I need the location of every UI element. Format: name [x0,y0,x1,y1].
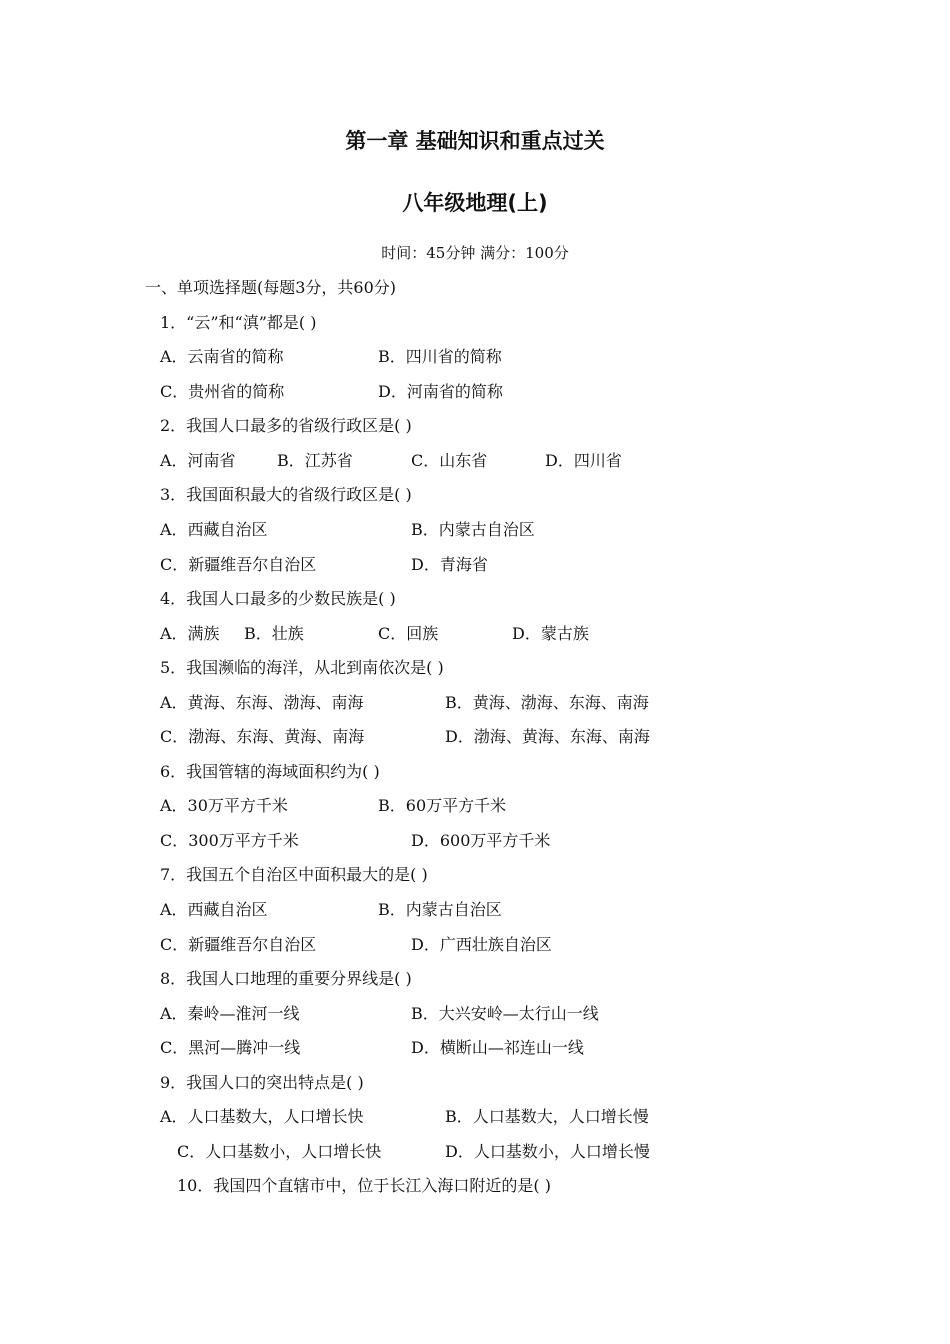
options-row [160,519,860,541]
question-6: 6．我国管辖的海域面积约为( ) [160,762,380,781]
options-row [160,1037,860,1059]
question-2: 2．我国人口最多的省级行政区是( ) [160,416,412,435]
option-d: D．横断山—祁连山一线 [411,1038,584,1057]
question-1: 1．“云”和“滇”都是( ) [160,313,317,332]
options-row [160,795,860,817]
option-b: B．江苏省 [277,451,353,470]
options-row [160,346,860,368]
option-c: C．300万平方千米 [160,831,299,850]
options-row [160,554,860,576]
option-c: C．山东省 [411,451,488,470]
option-a: A．河南省 [160,451,236,470]
question-7: 7．我国五个自治区中面积最大的是( ) [160,865,428,884]
option-c: C．渤海、东海、黄海、南海 [160,727,365,746]
question-8: 8．我国人口地理的重要分界线是( ) [160,969,412,988]
option-a: A．西藏自治区 [160,900,268,919]
option-b: B．大兴安岭—太行山一线 [411,1004,599,1023]
question-10: 10．我国四个直辖市中，位于长江入海口附近的是( ) [177,1176,551,1195]
option-b: B．内蒙古自治区 [378,900,502,919]
option-c: C．回族 [378,624,439,643]
option-b: B．内蒙古自治区 [411,520,535,539]
option-c: C．贵州省的简称 [160,382,285,401]
subject-title: 八年级地理(上) [402,191,548,215]
options-row [160,1003,860,1025]
option-a: A．30万平方千米 [160,796,288,815]
question-3: 3．我国面积最大的省级行政区是( ) [160,485,412,504]
option-a: A．人口基数大，人口增长快 [160,1107,364,1126]
option-d: D．河南省的简称 [378,382,503,401]
option-d: D．蒙古族 [512,624,589,643]
option-b: B．四川省的简称 [378,347,502,366]
question-4: 4．我国人口最多的少数民族是( ) [160,589,396,608]
option-c: C．黑河—腾冲一线 [160,1038,301,1057]
options-row [160,450,860,472]
options-row [160,830,860,852]
options-row [160,934,860,956]
option-c: C．人口基数小，人口增长快 [177,1142,382,1161]
options-row [160,899,860,921]
option-d: D．广西壮族自治区 [411,935,552,954]
option-a: A．秦岭—淮河一线 [160,1004,300,1023]
options-row [160,623,860,645]
question-9: 9．我国人口的突出特点是( ) [160,1073,364,1092]
option-b: B．壮族 [244,624,304,643]
chapter-title: 第一章 基础知识和重点过关 [345,129,605,153]
option-b: B．黄海、渤海、东海、南海 [445,693,649,712]
option-a: A．满族 [160,624,220,643]
option-d: D．四川省 [545,451,622,470]
options-row [177,1141,877,1163]
option-b: B．人口基数大，人口增长慢 [445,1107,649,1126]
options-row [160,381,860,403]
options-row [160,692,860,714]
section-title: 一、单项选择题(每题3分，共60分) [145,278,397,297]
question-5: 5．我国濒临的海洋，从北到南依次是( ) [160,658,444,677]
options-row [160,726,860,748]
option-d: D．渤海、黄海、东海、南海 [445,727,650,746]
option-a: A．西藏自治区 [160,520,268,539]
option-d: D．600万平方千米 [411,831,551,850]
option-a: A．黄海、东海、渤海、南海 [160,693,364,712]
option-c: C．新疆维吾尔自治区 [160,555,317,574]
options-row [160,1106,860,1128]
exam-meta: 时间：45分钟 满分：100分 [381,244,569,262]
option-d: D．人口基数小，人口增长慢 [445,1142,650,1161]
option-d: D．青海省 [411,555,488,574]
option-a: A．云南省的简称 [160,347,284,366]
option-b: B．60万平方千米 [378,796,507,815]
option-c: C．新疆维吾尔自治区 [160,935,317,954]
